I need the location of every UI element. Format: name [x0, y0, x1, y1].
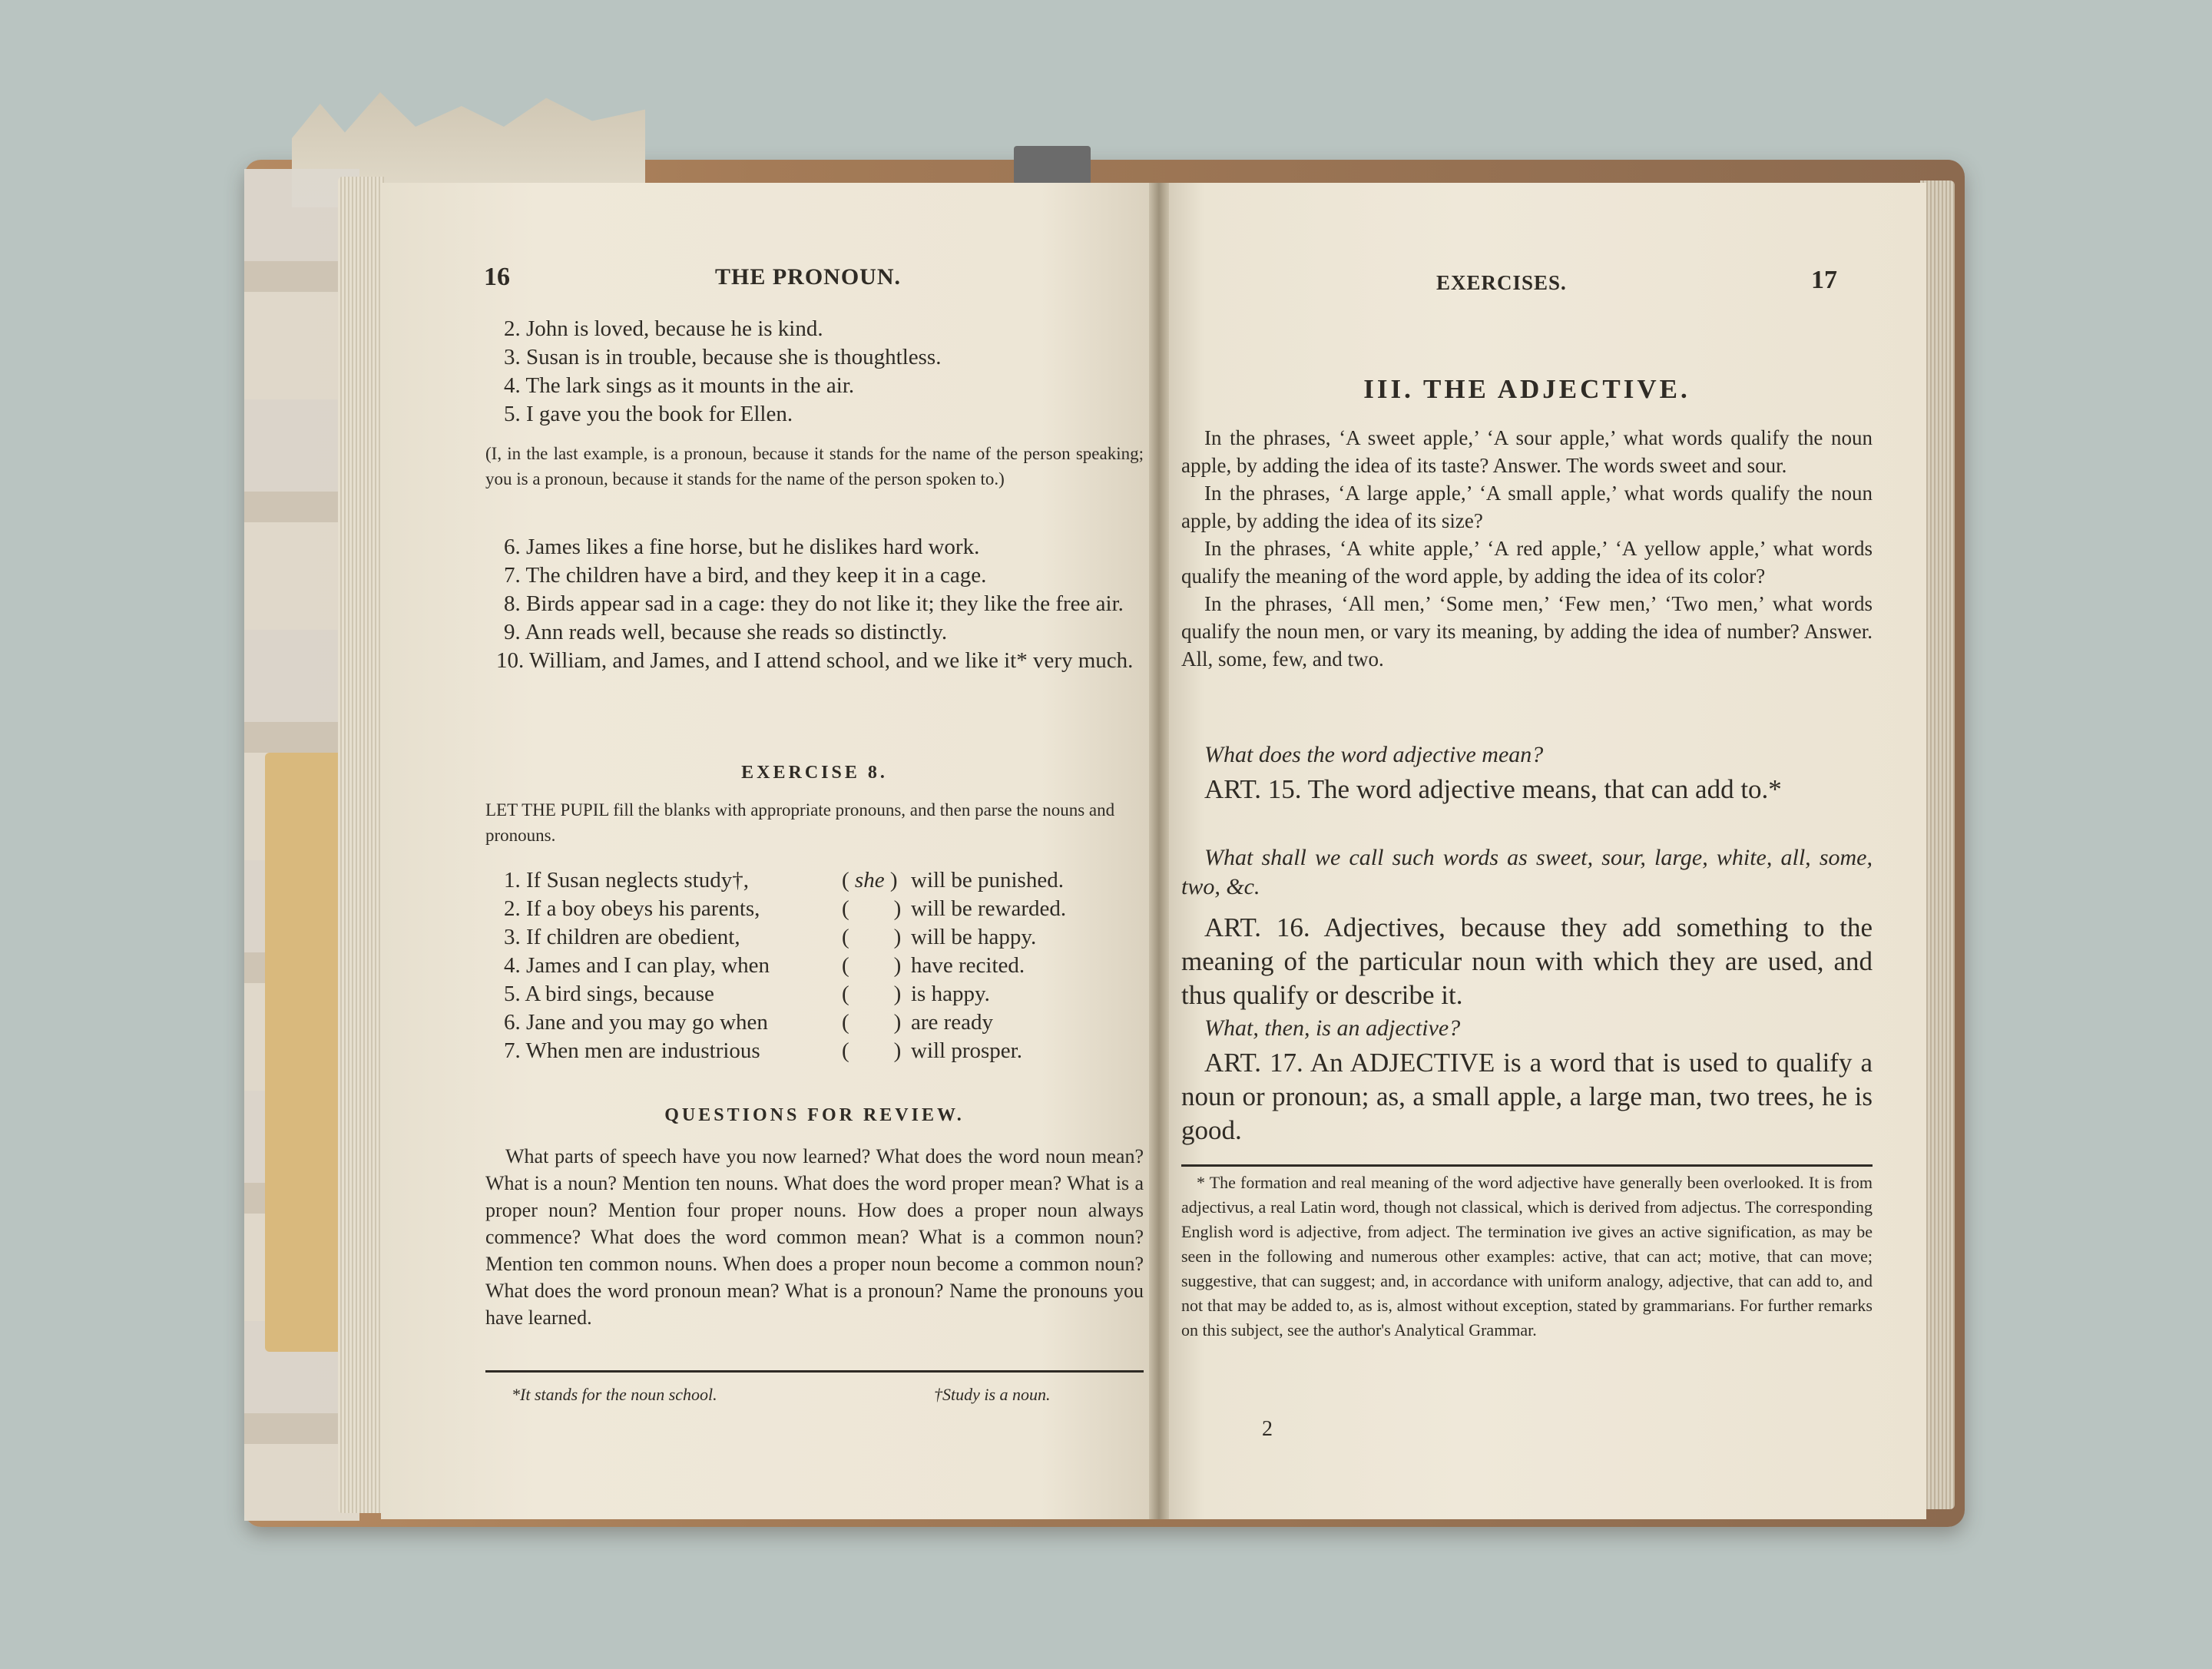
- example-line: 10. William, and James, and I attend school, and we like it* very much.: [496, 648, 1134, 673]
- exercise-right: is happy.: [911, 982, 990, 1006]
- exercise-right: will be punished.: [911, 868, 1064, 892]
- right-page: [1158, 183, 1926, 1519]
- exercise-left: 7. When men are industrious: [504, 1038, 760, 1063]
- running-head: THE PRONOUN.: [715, 264, 902, 290]
- exercise-right: will prosper.: [911, 1038, 1022, 1063]
- intro-paragraphs: [1181, 424, 1873, 673]
- spine-binding: [1014, 146, 1091, 184]
- page-edges-left: [338, 177, 384, 1513]
- question: What does the word adjective mean?: [1204, 742, 1544, 767]
- exercise-blank: ( ): [842, 953, 902, 978]
- left-page: [381, 183, 1157, 1519]
- exercise-row: [504, 895, 1141, 923]
- stain-patch: [265, 753, 349, 1352]
- article-16: ART. 16. Adjectives, because they add something to the meaning of the particular noun with which they are used, and thus qualify or describe it.: [1181, 912, 1873, 1010]
- examples-list: [504, 315, 1141, 429]
- review-heading: QUESTIONS FOR REVIEW.: [664, 1105, 965, 1125]
- question: What shall we call such words as sweet, sour, large, white, all, some, two, &c.: [1181, 845, 1873, 899]
- chapter-title: III. THE ADJECTIVE.: [1363, 374, 1690, 404]
- example-line: 3. Susan is in trouble, because she is thoughtless.: [504, 345, 942, 369]
- paragraph: In the phrases, ‘A large apple,’ ‘A small apple,’ what words qualify the noun apple, by adding the idea of its size?: [1181, 482, 1873, 532]
- exercise-row: [504, 923, 1141, 952]
- note-paragraph: (I, in the last example, is a pronoun, because it stands for the name of the person speaking; you is a pronoun, because it stands for the name of the person spoken to.): [485, 444, 1144, 488]
- exercise-blank: ( ): [842, 1010, 902, 1035]
- exercise-blank: ( she ): [842, 868, 898, 892]
- exercise-right: have recited.: [911, 953, 1025, 978]
- exercise-blank: ( ): [842, 925, 902, 949]
- example-line: 5. I gave you the book for Ellen.: [504, 402, 793, 426]
- article-17: ART. 17. An ADJECTIVE is a word that is used to qualify a noun or pronoun; as, a small apple, a large man, two trees, he is good.: [1181, 1048, 1873, 1145]
- example-line: 6. James likes a fine horse, but he dislikes hard work.: [504, 535, 980, 559]
- running-head: EXERCISES.: [1436, 271, 1567, 294]
- example-line: 8. Birds appear sad in a cage: they do not like it; they like the free air.: [504, 591, 1124, 616]
- exercise-left: 1. If Susan neglects study†,: [504, 868, 749, 892]
- exercise-left: 3. If children are obedient,: [504, 925, 740, 949]
- article-15: ART. 15. The word adjective means, that can add to.*: [1204, 774, 1782, 804]
- example-line: 9. Ann reads well, because she reads so distinctly.: [504, 620, 948, 644]
- examples-list-2: [485, 533, 1144, 675]
- question: What, then, is an adjective?: [1204, 1015, 1461, 1041]
- footnote-rule: [485, 1370, 1144, 1373]
- exercise-right: will be rewarded.: [911, 896, 1067, 921]
- review-paragraph: What parts of speech have you now learned? What does the word noun mean? What is a noun? Mention ten nouns. What does the word proper mean? What is a proper noun? Mention four proper nouns. How does a proper noun always commence? What does the word common mean? What is a common noun? Mention ten common nouns. When does a proper noun become a common noun? What does the word pronoun mean? What is a pronoun? Name the pronouns you have learned.: [485, 1145, 1144, 1329]
- exercise-left: 5. A bird sings, because: [504, 982, 714, 1006]
- page-number: 17: [1811, 266, 1837, 294]
- footnote: *It stands for the noun school.: [512, 1385, 717, 1404]
- exercise-row: [504, 952, 1141, 980]
- exercise-row: [504, 866, 1141, 895]
- footnote: * The formation and real meaning of the word adjective have generally been overlooked. It is from adjectivus, a real Latin word, though not classical, which is derived from adjectus. The corresponding English word is adjective, from adject. The termination ive gives an active signification, as may be seen in the following and numerous other examples: active, that can act; motive, that can move; suggestive, that can suggest; and, in accordance with uniform analogy, adjective, that can add to, and not that may be added to, as is, almost without exception, stated by grammarians. For further remarks on this subject, see the author's Analytical Grammar.: [1181, 1173, 1873, 1340]
- exercise-blank: ( ): [842, 1038, 902, 1063]
- example-line: 7. The children have a bird, and they keep it in a cage.: [504, 563, 987, 588]
- page-number: 16: [484, 263, 510, 291]
- example-line: 4. The lark sings as it mounts in the air.: [504, 373, 855, 398]
- exercise-row: [504, 980, 1141, 1008]
- signature-mark: 2: [1262, 1417, 1273, 1441]
- footnote: †Study is a noun.: [934, 1385, 1051, 1404]
- exercise-heading: EXERCISE 8.: [741, 763, 888, 783]
- exercise-left: 2. If a boy obeys his parents,: [504, 896, 760, 921]
- exercise-blank: ( ): [842, 982, 902, 1006]
- book-gutter: [1149, 183, 1169, 1519]
- exercise-row: [504, 1008, 1141, 1037]
- exercise-row: [504, 1037, 1141, 1065]
- paragraph: In the phrases, ‘All men,’ ‘Some men,’ ‘Few men,’ ‘Two men,’ what words qualify the noun men, or vary its meaning, by adding the idea of number? Answer. All, some, few, and two.: [1181, 592, 1873, 671]
- example-line: 2. John is loved, because he is kind.: [504, 316, 823, 341]
- blank-value: she: [854, 868, 885, 892]
- exercise-left: 4. James and I can play, when: [504, 953, 770, 978]
- exercise-right: are ready: [911, 1010, 994, 1035]
- exercise-left: 6. Jane and you may go when: [504, 1010, 768, 1035]
- exercise-right: will be happy.: [911, 925, 1037, 949]
- exercise-table: [504, 866, 1141, 1065]
- paragraph: In the phrases, ‘A sweet apple,’ ‘A sour apple,’ what words qualify the noun apple, by adding the idea of its taste? Answer. The words sweet and sour.: [1181, 426, 1873, 477]
- exercise-blank: ( ): [842, 896, 902, 921]
- footnote-rule: [1181, 1164, 1873, 1167]
- paragraph: In the phrases, ‘A white apple,’ ‘A red apple,’ ‘A yellow apple,’ what words qualify the meaning of the word apple, by adding the idea of its color?: [1181, 537, 1873, 588]
- exercise-instruction: LET THE PUPIL fill the blanks with appropriate pronouns, and then parse the nouns and pronouns.: [485, 800, 1115, 845]
